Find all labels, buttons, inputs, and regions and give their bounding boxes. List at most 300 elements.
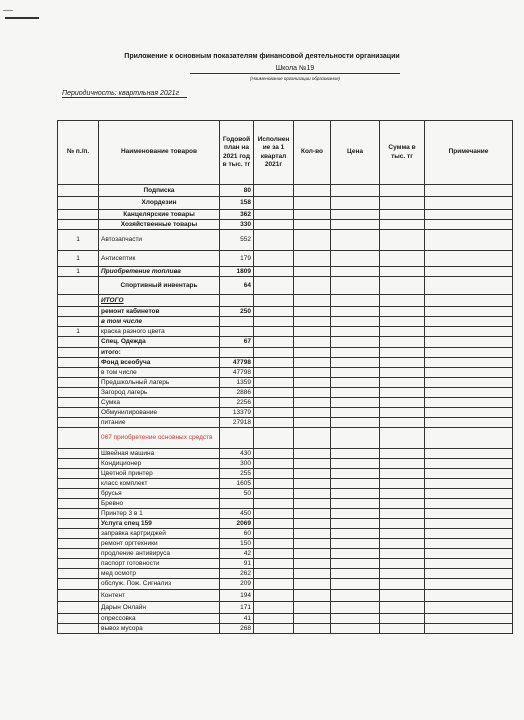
empty-cell [425,539,513,549]
table-row [58,317,513,327]
empty-cell [254,220,294,230]
plan-cell: 255 [220,469,254,479]
empty-cell [380,569,425,579]
empty-cell [380,337,425,348]
plan-cell: 47798 [220,368,254,378]
empty-cell [331,449,380,459]
item-name-cell: Автозапчасти [99,230,220,251]
table-row [58,590,513,602]
row-number-cell [58,509,99,519]
row-number-cell [58,408,99,418]
plan-cell: 262 [220,569,254,579]
empty-cell [331,569,380,579]
item-name-cell: заправка картриджей [99,529,220,539]
empty-cell [425,307,513,317]
table-row [58,569,513,579]
row-number-cell [58,418,99,428]
empty-cell [254,569,294,579]
row-number-cell [58,529,99,539]
empty-cell [254,602,294,614]
empty-cell [254,368,294,378]
empty-cell [331,307,380,317]
empty-cell [425,569,513,579]
header-cell: Примечание [425,121,513,185]
empty-cell [254,317,294,327]
row-number-cell [58,459,99,469]
plan-cell: 1359 [220,378,254,388]
row-number-cell [58,499,99,509]
empty-cell [254,358,294,368]
empty-cell [254,230,294,251]
empty-cell [425,277,513,295]
empty-cell [254,378,294,388]
table-row [58,529,513,539]
item-name-cell: Цветной принтер [99,469,220,479]
empty-cell [254,251,294,267]
empty-cell [294,388,331,398]
header-cell: № п./п. [58,121,99,185]
empty-cell [331,295,380,307]
item-name-cell: Фонд всеобуча [99,358,220,368]
plan-cell: 268 [220,624,254,634]
empty-cell [254,337,294,348]
empty-cell [294,210,331,220]
empty-cell [380,489,425,499]
empty-cell [294,428,331,449]
school-name: Школа №19 [190,65,400,74]
empty-cell [380,210,425,220]
empty-cell [380,317,425,327]
empty-cell [331,327,380,337]
plan-cell: 60 [220,529,254,539]
table-row [58,398,513,408]
header-cell: Цена [331,121,380,185]
plan-cell: 41 [220,614,254,624]
empty-cell [425,590,513,602]
plan-cell: 2069 [220,519,254,529]
empty-cell [425,378,513,388]
row-number-cell [58,579,99,590]
empty-cell [331,317,380,327]
row-number-cell [58,602,99,614]
empty-cell [380,559,425,569]
empty-cell [254,449,294,459]
empty-cell [294,327,331,337]
table-row [58,337,513,348]
table-row [58,489,513,499]
row-number-cell [58,348,99,358]
empty-cell [425,295,513,307]
empty-cell [380,358,425,368]
plan-cell [220,295,254,307]
empty-cell [425,559,513,569]
table-header-row [58,121,513,185]
table-row [58,509,513,519]
empty-cell [425,519,513,529]
period-label: Периодичность: квартльная 2021г [62,90,187,98]
row-number-cell [58,479,99,489]
empty-cell [425,459,513,469]
empty-cell [331,197,380,210]
empty-cell [294,337,331,348]
plan-cell: 80 [220,185,254,197]
row-number-cell [58,624,99,634]
table-row [58,408,513,418]
plan-cell: 91 [220,559,254,569]
table-row [58,418,513,428]
empty-cell [331,267,380,277]
table-row [58,220,513,230]
empty-cell [254,529,294,539]
empty-cell [331,590,380,602]
empty-cell [331,602,380,614]
empty-cell [425,317,513,327]
empty-cell [380,590,425,602]
plan-cell [220,317,254,327]
empty-cell [254,307,294,317]
table-row [58,210,513,220]
empty-cell [294,559,331,569]
table-row [58,519,513,529]
finance-table [57,120,513,634]
empty-cell [294,295,331,307]
item-name-cell: брусья [99,489,220,499]
empty-cell [254,418,294,428]
empty-cell [294,267,331,277]
item-name-cell: Кондиционер [99,459,220,469]
table-row [58,602,513,614]
empty-cell [254,459,294,469]
row-number-cell [58,277,99,295]
empty-cell [425,449,513,459]
empty-cell [254,590,294,602]
item-name-cell: мед осмотр [99,569,220,579]
empty-cell [380,602,425,614]
row-number-cell: 1 [58,267,99,277]
empty-cell [294,317,331,327]
empty-cell [425,185,513,197]
empty-cell [294,569,331,579]
row-number-cell [58,614,99,624]
row-number-cell [58,469,99,479]
empty-cell [254,327,294,337]
empty-cell [294,519,331,529]
table-row [58,469,513,479]
row-number-cell [58,210,99,220]
empty-cell [294,408,331,418]
empty-cell [254,469,294,479]
empty-cell [425,489,513,499]
empty-cell [380,408,425,418]
empty-cell [331,368,380,378]
plan-cell [220,428,254,449]
item-name-cell: опрессовка [99,614,220,624]
empty-cell [294,479,331,489]
scan-mark [3,10,13,11]
empty-cell [294,590,331,602]
empty-cell [331,489,380,499]
empty-cell [331,509,380,519]
empty-cell [294,509,331,519]
empty-cell [425,614,513,624]
empty-cell [254,277,294,295]
table-row [58,539,513,549]
document-title: Приложение к основным показателям финансовой деятельности организации [124,53,400,60]
empty-cell [380,267,425,277]
plan-cell: 64 [220,277,254,295]
empty-cell [331,220,380,230]
empty-cell [380,539,425,549]
empty-cell [294,398,331,408]
empty-cell [425,624,513,634]
item-name-cell: Спец. Одежда [99,337,220,348]
empty-cell [294,602,331,614]
empty-cell [380,579,425,590]
empty-cell [331,479,380,489]
empty-cell [425,529,513,539]
empty-cell [425,267,513,277]
row-number-cell [58,317,99,327]
row-number-cell [58,449,99,459]
empty-cell [331,348,380,358]
plan-cell: 150 [220,539,254,549]
table-row [58,378,513,388]
empty-cell [331,428,380,449]
plan-cell: 158 [220,197,254,210]
header-cell: Сумма в тыс. тг [380,121,425,185]
plan-cell: 1809 [220,267,254,277]
empty-cell [380,230,425,251]
row-number-cell [58,398,99,408]
item-name-cell: Бревно [99,499,220,509]
item-name-cell: Швейная машина [99,449,220,459]
empty-cell [380,449,425,459]
row-number-cell [58,378,99,388]
table-row [58,295,513,307]
row-number-cell: 1 [58,230,99,251]
empty-cell [254,388,294,398]
empty-cell [380,418,425,428]
empty-cell [380,378,425,388]
empty-cell [254,210,294,220]
item-name-cell: Канцелярские товары [99,210,220,220]
empty-cell [425,251,513,267]
item-name-cell: обслуж. Пож. Сигнализ [99,579,220,590]
empty-cell [331,358,380,368]
empty-cell [425,579,513,590]
empty-cell [294,230,331,251]
item-name-cell: в том числе [99,368,220,378]
empty-cell [425,327,513,337]
item-name-cell: ремонт оргтехники [99,539,220,549]
row-number-cell [58,428,99,449]
empty-cell [331,251,380,267]
header-cell: Кол-во [294,121,331,185]
plan-cell: 330 [220,220,254,230]
empty-cell [254,267,294,277]
item-name-cell: класс комплект [99,479,220,489]
empty-cell [380,519,425,529]
empty-cell [254,185,294,197]
item-name-cell: Загород лагерь [99,388,220,398]
plan-cell: 194 [220,590,254,602]
empty-cell [380,614,425,624]
empty-cell [425,197,513,210]
plan-cell: 1605 [220,479,254,489]
table-row [58,614,513,624]
table-row [58,499,513,509]
empty-cell [294,499,331,509]
empty-cell [425,368,513,378]
item-name-cell: Принтер 3 в 1 [99,509,220,519]
row-number-cell: 1 [58,251,99,267]
table-row [58,579,513,590]
item-name-cell: Услуга спец 159 [99,519,220,529]
table-row [58,624,513,634]
empty-cell [294,469,331,479]
item-name-cell: Хозяйственные товары [99,220,220,230]
table-body [58,185,513,634]
empty-cell [254,624,294,634]
empty-cell [331,499,380,509]
scan-mark [5,17,39,19]
empty-cell [331,519,380,529]
plan-cell: 362 [220,210,254,220]
empty-cell [425,220,513,230]
plan-cell: 42 [220,549,254,559]
empty-cell [294,624,331,634]
table-row [58,251,513,267]
empty-cell [254,559,294,569]
empty-cell [331,185,380,197]
empty-cell [331,398,380,408]
plan-cell: 13379 [220,408,254,418]
empty-cell [380,388,425,398]
empty-cell [425,469,513,479]
plan-cell: 450 [220,509,254,519]
empty-cell [380,499,425,509]
row-number-cell [58,519,99,529]
empty-cell [380,307,425,317]
plan-cell: 2886 [220,388,254,398]
empty-cell [294,251,331,267]
empty-cell [294,459,331,469]
item-name-cell: Контент [99,590,220,602]
empty-cell [425,499,513,509]
empty-cell [380,549,425,559]
table-row [58,559,513,569]
table-row [58,479,513,489]
empty-cell [425,337,513,348]
empty-cell [331,230,380,251]
empty-cell [425,398,513,408]
item-name-cell: питание [99,418,220,428]
empty-cell [254,509,294,519]
empty-cell [380,277,425,295]
table-row [58,368,513,378]
empty-cell [294,539,331,549]
row-number-cell [58,295,99,307]
item-name-cell: Антисептик [99,251,220,267]
row-number-cell [58,549,99,559]
item-name-cell: итого: [99,348,220,358]
empty-cell [294,348,331,358]
empty-cell [425,509,513,519]
plan-cell: 552 [220,230,254,251]
empty-cell [425,388,513,398]
item-name-cell: Обмунилирование [99,408,220,418]
table-row [58,197,513,210]
table-row [58,428,513,449]
empty-cell [425,418,513,428]
row-number-cell: 1 [58,327,99,337]
plan-cell: 179 [220,251,254,267]
empty-cell [294,614,331,624]
row-number-cell [58,559,99,569]
empty-cell [380,327,425,337]
table-row [58,358,513,368]
empty-cell [294,368,331,378]
empty-cell [254,408,294,418]
empty-cell [380,197,425,210]
table-row [58,459,513,469]
table-row [58,277,513,295]
empty-cell [331,388,380,398]
table-row [58,449,513,459]
empty-cell [380,185,425,197]
plan-cell: 67 [220,337,254,348]
empty-cell [254,348,294,358]
plan-cell: 209 [220,579,254,590]
empty-cell [425,408,513,418]
item-name-cell: Дарын Онлайн [99,602,220,614]
header-cell: Исполнен ие за 1 квартал 2021г [254,121,294,185]
table-row [58,230,513,251]
plan-cell [220,499,254,509]
empty-cell [425,348,513,358]
empty-cell [294,378,331,388]
row-number-cell [58,358,99,368]
empty-cell [254,295,294,307]
empty-cell [331,469,380,479]
empty-cell [294,549,331,559]
empty-cell [331,614,380,624]
item-name-cell: Предшкольный лагерь [99,378,220,388]
empty-cell [380,459,425,469]
plan-cell: 2256 [220,398,254,408]
item-name-cell: паспорт готовности [99,559,220,569]
empty-cell [294,185,331,197]
empty-cell [254,428,294,449]
empty-cell [380,479,425,489]
school-note: (Наименование организации образования) [250,76,340,81]
item-name-cell: Хлордезин [99,197,220,210]
plan-cell: 430 [220,449,254,459]
empty-cell [331,378,380,388]
empty-cell [380,220,425,230]
plan-cell [220,327,254,337]
row-number-cell [58,569,99,579]
header-cell: Наименование товаров [99,121,220,185]
empty-cell [380,624,425,634]
item-name-cell: ИТОГО [99,295,220,307]
empty-cell [294,277,331,295]
empty-cell [294,579,331,590]
empty-cell [425,479,513,489]
row-number-cell [58,368,99,378]
plan-cell [220,348,254,358]
empty-cell [254,549,294,559]
